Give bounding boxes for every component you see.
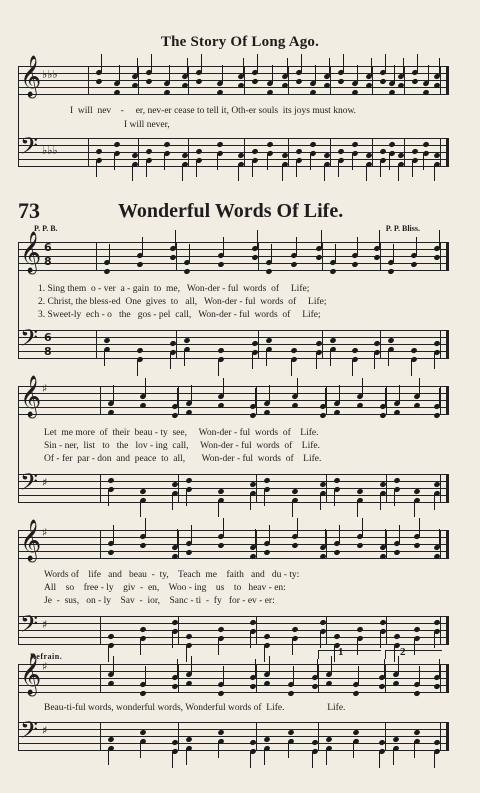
note-stem (385, 54, 386, 72)
note-stem (334, 490, 335, 506)
note-stem (439, 388, 440, 406)
note-stem (380, 632, 381, 648)
note-stem (222, 65, 223, 83)
note-stem (169, 65, 170, 83)
note-stem (398, 656, 399, 674)
second-ending-number: 2 (400, 646, 406, 658)
note-stem (379, 230, 380, 248)
note-stem (399, 525, 400, 543)
bar-line (288, 66, 289, 95)
time-signature: 6 8 (44, 241, 52, 268)
note-stem (142, 237, 143, 255)
bar-line (318, 722, 319, 751)
bar-line (96, 330, 97, 359)
verse-3-line: Je - sus, on - ly Sav - ior, Sanc - ti - fy for - ev - er: (44, 596, 275, 606)
note-stem (292, 639, 293, 655)
note-stem (271, 244, 272, 262)
note-stem (108, 490, 109, 506)
note-stem (434, 752, 435, 768)
bar-line (256, 530, 257, 559)
bar-line (96, 242, 97, 271)
note-stem (257, 230, 258, 248)
verse-2-line: 2. Christ, the bless-ed One gives to all, Won-der - ful words of Life; (38, 297, 327, 307)
note-stem (189, 244, 190, 262)
note-stem (331, 656, 332, 674)
note-stem (252, 353, 253, 369)
credit-composer: P. P. Bliss. (385, 224, 420, 233)
bar-line (138, 138, 139, 167)
note-stem (419, 666, 420, 684)
bar-line (446, 386, 449, 415)
note-stem (412, 161, 413, 177)
note-stem (394, 646, 395, 662)
bar-line (100, 474, 101, 503)
note-stem (287, 58, 288, 76)
note-stem (379, 752, 380, 768)
key-signature-icon: ♯ (42, 660, 48, 673)
note-stem (113, 656, 114, 674)
note-stem (250, 632, 251, 648)
note-stem (109, 244, 110, 262)
note-stem (146, 161, 147, 177)
bar-line (385, 722, 386, 751)
bar-line (404, 66, 405, 95)
note-stem (255, 529, 256, 547)
note-stem (352, 360, 353, 376)
bar-line (18, 722, 19, 751)
prev-hymn-title: The Story Of Long Ago. (160, 34, 320, 50)
treble-clef-icon: 𝄞 (20, 56, 42, 97)
note-stem (317, 659, 318, 677)
note-stem (184, 350, 185, 366)
bar-line (446, 616, 449, 645)
note-stem (353, 742, 354, 758)
key-signature-icon: ♯ (42, 724, 48, 737)
note-stem (414, 501, 415, 517)
treble-clef-icon: 𝄞 (20, 232, 42, 273)
note-stem (293, 666, 294, 684)
bar-line (330, 138, 331, 167)
note-stem (414, 742, 415, 758)
bar-line (446, 330, 449, 359)
note-stem (326, 749, 327, 765)
bar-line (326, 386, 327, 415)
note-stem (320, 494, 321, 510)
bar-line (100, 722, 101, 751)
bar-line (380, 330, 381, 359)
bar-line (88, 138, 89, 167)
bar-line (100, 530, 101, 559)
note-stem (416, 237, 417, 255)
note-stem (292, 501, 293, 517)
bar-line (18, 330, 19, 359)
note-stem (223, 666, 224, 684)
note-stem (325, 529, 326, 547)
note-stem (385, 529, 386, 547)
note-stem (172, 494, 173, 510)
refrain-label: Refrain. (30, 652, 63, 661)
prev-lyric-line-2: I will never, (124, 120, 170, 130)
note-stem (264, 749, 265, 765)
bass-clef-icon: 𝄢 (20, 468, 39, 501)
verse-2-line: All so free - ly giv - en, Woo - ing us to heav - en: (44, 583, 286, 593)
note-stem (255, 388, 256, 406)
note-stem (187, 58, 188, 76)
first-ending-number: 1 (338, 646, 344, 658)
note-stem (399, 385, 400, 403)
note-stem (255, 659, 256, 677)
note-stem (321, 230, 322, 248)
note-stem (357, 237, 358, 255)
note-stem (170, 353, 171, 369)
note-stem (191, 656, 192, 674)
note-stem (366, 165, 367, 181)
prev-bass-staff (18, 132, 448, 170)
note-stem (145, 518, 146, 536)
bass-clef-icon: 𝄢 (20, 324, 39, 357)
note-stem (140, 742, 141, 758)
note-stem (352, 154, 353, 170)
note-stem (403, 58, 404, 76)
bar-line (386, 474, 387, 503)
note-stem (218, 501, 219, 517)
bar-line (178, 722, 179, 751)
note-stem (101, 54, 102, 72)
note-stem (296, 161, 297, 177)
note-stem (380, 494, 381, 510)
note-stem (338, 161, 339, 177)
note-stem (252, 161, 253, 177)
note-stem (439, 58, 440, 76)
bar-line (440, 66, 441, 95)
note-stem (297, 518, 298, 536)
bar-line (404, 138, 405, 167)
note-stem (137, 360, 138, 376)
note-stem (172, 752, 173, 768)
note-stem (393, 749, 394, 765)
note-stem (177, 529, 178, 547)
note-stem (267, 154, 268, 170)
note-stem (315, 65, 316, 83)
note-stem (137, 58, 138, 76)
note-stem (223, 237, 224, 255)
system-1-treble (18, 232, 448, 274)
note-stem (250, 752, 251, 768)
note-stem (291, 360, 292, 376)
note-stem (339, 385, 340, 403)
first-ending-bracket (318, 650, 381, 659)
bar-line (18, 616, 19, 645)
bar-line (446, 474, 449, 503)
bar-line (258, 330, 259, 359)
note-stem (357, 65, 358, 83)
note-stem (140, 639, 141, 655)
note-stem (113, 385, 114, 403)
bass-clef-icon: 𝄢 (20, 610, 39, 643)
system-1-bass (18, 324, 448, 362)
note-stem (266, 350, 267, 366)
bar-line (326, 474, 327, 503)
bar-line (440, 330, 441, 359)
prev-lyric-line-1: I will nev - er, nev-er cease to tell it, Oth-er souls its joys must know. (70, 106, 357, 116)
key-signature-icon: ♭♭♭ (42, 144, 58, 157)
note-stem (238, 165, 239, 181)
bar-line (446, 664, 449, 693)
bar-line (440, 530, 441, 559)
note-stem (394, 490, 395, 506)
note-stem (423, 154, 424, 170)
key-signature-icon: ♯ (42, 526, 48, 539)
bar-line (256, 664, 257, 693)
note-stem (269, 656, 270, 674)
note-stem (394, 65, 395, 83)
note-stem (269, 385, 270, 403)
bar-line (318, 664, 319, 693)
note-stem (414, 639, 415, 655)
note-stem (296, 237, 297, 255)
bar-line (440, 722, 441, 751)
note-stem (434, 353, 435, 369)
note-stem (218, 360, 219, 376)
bar-line (256, 474, 257, 503)
note-stem (434, 632, 435, 648)
note-stem (297, 378, 298, 396)
note-stem (434, 165, 435, 181)
note-stem (250, 494, 251, 510)
bar-line (386, 386, 387, 415)
bar-line (372, 66, 373, 95)
verse-1-line: Words of life and beau - ty, Teach me faith and du - ty: (44, 570, 300, 580)
note-stem (385, 388, 386, 406)
note-stem (218, 639, 219, 655)
note-stem (310, 154, 311, 170)
note-stem (439, 230, 440, 248)
verse-2-line: Sin - ner, list to the lov - ing call, Won-der - ful words of Life. (44, 441, 320, 451)
note-stem (434, 494, 435, 510)
note-stem (419, 378, 420, 396)
note-stem (335, 244, 336, 262)
bar-line (188, 138, 189, 167)
key-signature-icon: ♯ (42, 618, 48, 631)
note-stem (357, 501, 358, 517)
bar-line (322, 330, 323, 359)
bar-line (330, 66, 331, 95)
note-stem (439, 529, 440, 547)
bar-line (440, 138, 441, 167)
verse-3-line: Of - fer par - don and peace to all, Won-der - ful words of Life. (44, 454, 322, 464)
bar-line (100, 664, 101, 693)
verse-3-line: 3. Sweet-ly ech - o the gos - pel call, Won-der - ful words of Life; (38, 310, 321, 320)
note-stem (223, 518, 224, 536)
note-stem (325, 388, 326, 406)
note-stem (419, 518, 420, 536)
note-stem (164, 154, 165, 170)
bar-line (256, 722, 257, 751)
note-stem (324, 165, 325, 181)
note-stem (343, 54, 344, 72)
hymn-number: 73 (18, 198, 40, 223)
bass-clef-icon: 𝄢 (20, 132, 39, 165)
note-stem (282, 165, 283, 181)
bar-line (178, 474, 179, 503)
key-signature-icon: ♯ (42, 382, 48, 395)
note-stem (186, 646, 187, 662)
note-stem (191, 385, 192, 403)
note-stem (362, 378, 363, 396)
verse-1-line: 1. Sing them o - ver a - gain to me, Won-der - ful words of Life; (38, 284, 310, 294)
note-stem (182, 165, 183, 181)
note-stem (151, 54, 152, 72)
bar-line (178, 664, 179, 693)
bar-line (188, 66, 189, 95)
note-stem (196, 161, 197, 177)
note-stem (269, 525, 270, 543)
note-stem (172, 632, 173, 648)
refrain-lyric-line: Beau-ti-ful words, wonderful words, Wonderful words of Life. Life. (44, 703, 346, 713)
note-stem (243, 58, 244, 76)
note-stem (132, 165, 133, 181)
bar-line (88, 66, 89, 95)
bar-line (385, 664, 386, 693)
note-stem (119, 65, 120, 83)
bar-line (440, 664, 441, 693)
bar-line (256, 386, 257, 415)
credit-words: P. P. B. (34, 224, 58, 233)
bar-line (244, 138, 245, 167)
note-stem (186, 490, 187, 506)
note-stem (257, 54, 258, 72)
note-stem (223, 378, 224, 396)
treble-clef-icon: 𝄞 (20, 376, 42, 417)
note-stem (201, 54, 202, 72)
note-stem (320, 632, 321, 648)
bar-line (326, 530, 327, 559)
note-stem (218, 742, 219, 758)
note-stem (371, 58, 372, 76)
note-stem (108, 749, 109, 765)
note-stem (145, 666, 146, 684)
note-stem (316, 353, 317, 369)
note-stem (362, 518, 363, 536)
note-stem (177, 659, 178, 677)
note-stem (104, 350, 105, 366)
hymn-title: Wonderful Words Of Life. (118, 200, 344, 222)
bar-line (176, 330, 177, 359)
bar-line (446, 530, 449, 559)
note-stem (177, 388, 178, 406)
note-stem (380, 161, 381, 177)
note-stem (108, 646, 109, 662)
bar-line (440, 386, 441, 415)
note-stem (186, 749, 187, 765)
time-signature: 6 8 (44, 331, 52, 358)
note-stem (374, 353, 375, 369)
note-stem (264, 646, 265, 662)
note-stem (114, 154, 115, 170)
note-stem (272, 65, 273, 83)
note-stem (288, 742, 289, 758)
bar-line (372, 138, 373, 167)
key-signature-icon: ♯ (42, 476, 48, 489)
bar-line (446, 138, 449, 167)
note-stem (398, 165, 399, 181)
note-stem (301, 54, 302, 72)
note-stem (330, 350, 331, 366)
bar-line (18, 474, 19, 503)
note-stem (113, 525, 114, 543)
bar-line (244, 66, 245, 95)
note-stem (389, 154, 390, 170)
bar-line (288, 138, 289, 167)
note-stem (388, 350, 389, 366)
note-stem (140, 501, 141, 517)
note-stem (191, 525, 192, 543)
note-stem (175, 230, 176, 248)
note-stem (339, 525, 340, 543)
bar-line (446, 242, 449, 271)
note-stem (411, 360, 412, 376)
note-stem (358, 666, 359, 684)
note-stem (417, 54, 418, 72)
note-stem (334, 646, 335, 662)
bass-clef-icon: 𝄢 (20, 716, 39, 749)
note-stem (312, 752, 313, 768)
note-stem (145, 378, 146, 396)
bar-line (446, 722, 449, 751)
bar-line (100, 386, 101, 415)
treble-clef-icon: 𝄞 (20, 654, 42, 695)
bar-line (100, 616, 101, 645)
note-stem (217, 154, 218, 170)
note-stem (329, 58, 330, 76)
note-stem (357, 639, 358, 655)
note-stem (439, 659, 440, 677)
key-signature-icon: ♭♭♭ (42, 68, 58, 81)
treble-clef-icon: 𝄞 (20, 520, 42, 561)
note-stem (264, 490, 265, 506)
bar-line (178, 530, 179, 559)
note-stem (393, 244, 394, 262)
bar-line (18, 138, 19, 167)
bar-line (138, 66, 139, 95)
verse-1-line: Let me more of their beau - ty see, Won-der - ful words of Life. (44, 428, 319, 438)
note-stem (96, 161, 97, 177)
note-stem (384, 659, 385, 677)
bar-line (446, 66, 449, 95)
bar-line (440, 474, 441, 503)
bar-line (386, 530, 387, 559)
note-stem (428, 65, 429, 83)
bar-line (178, 386, 179, 415)
